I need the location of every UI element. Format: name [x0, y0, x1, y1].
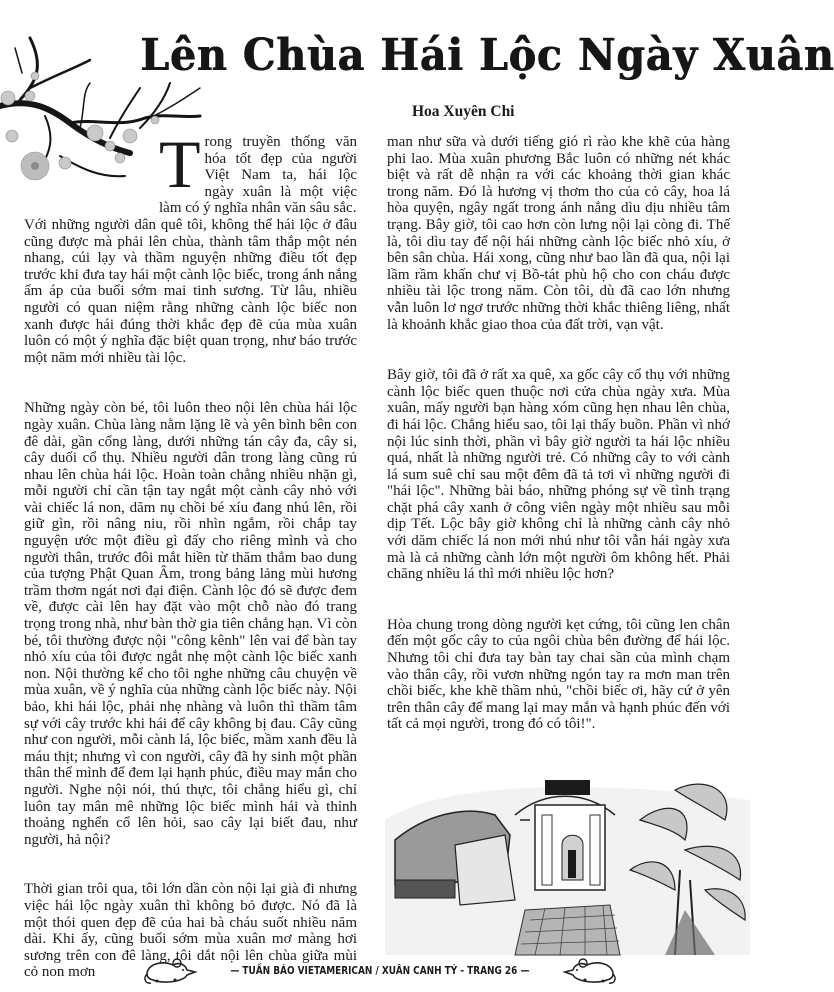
paragraph-growing-up: Thời gian trôi qua, tôi lớn dần còn nội lại già đi nhưng việc hái lộc ngày xuân thì không bỏ được. Nó đã là một thói quen đẹp đẽ của hai bà cháu suốt nhiều năm dài. Khi ấy, cũng buổi sớm mùa xuân mơ màng hơi sương trên con đê làng, tôi dắt nội lên chùa giữa mùi cỏ non mơn — [24, 881, 357, 981]
article-title: Lên Chùa Hái Lộc Ngày Xuân — [140, 30, 834, 81]
paragraph-spring-north: man như sữa và dưới tiếng gió rì rào khe khẽ của hàng phi lao. Mùa xuân phương Bắc luôn có những nét khác biệt và rất dễ nhận ra với các khoảng thời gian khác trong năm. Đó là hương vị thơm tho của cỏ cây, hoa lá hòa quyện, ngây ngất trong ánh nắng dìu dịu nhiều tâm trạng. Bây giờ, tôi cao hơn còn lưng nội lại còng đi. Thế là, tôi dìu tay để nội hái những cành lộc biếc nhỏ xíu, ở bên sân chùa. Hái xong, cũng như bao lần đã qua, nội lại lầm rầm khấn chư vị Bồ-tát phù hộ cho con cháu được nhiều tài lộc trong năm. Còn tôi, dù đã cao lớn nhưng vẫn luôn lơ ngơ trước những thời khắc thiêng liêng, nhất là khoảnh khắc giao thoa của đất trời, vạn vật. — [387, 134, 730, 333]
intro-block — [24, 126, 357, 217]
pagoda-illustration-image — [385, 760, 750, 955]
paragraph-now: Bây giờ, tôi đã ở rất xa quê, xa gốc cây cổ thụ với những cành lộc biếc quen thuộc nơi cửa chùa ngày xưa. Mùa xuân, mấy người bạn hàng xóm cũng hẹn nhau lên chùa, đi hái lộc. Chẳng hiểu sao, tôi lại thấy buồn. Phần vì nhớ nội lúc sinh thời, phần vì bây giờ người ta hái lộc nhiều quá, nhất là những người trẻ. Có những cây to với cành lá sum suê chỉ sau một đêm đã tả tơi vì những người đi "hái lộc". Những bài báo, những phóng sự về tình trạng chặt phá cây xanh ở công viên ngày một nhiều sau mỗi dịp Tết. Lộc bây giờ không chỉ là những cành cây nhỏ với dăm chiếc lá non mới nhú như tôi vẫn hái ngày xưa mà là cả những cành lớn một người ôm không hết. Phải chăng nhiều lá thì mới nhiều lộc hơn? — [387, 367, 730, 583]
drop-cap: T — [159, 126, 201, 202]
right-column — [387, 134, 730, 733]
left-column — [24, 126, 357, 981]
footer-publication-text: — TUẦN BÁO VIETAMERICAN / XUÂN CANH TÝ - TRANG 26 — — [230, 965, 530, 977]
mouse-icon — [143, 956, 198, 986]
article-author: Hoa Xuyên Chi — [412, 103, 515, 120]
mouse-icon — [562, 956, 617, 986]
intro-lead-text: rong truyền thống văn hóa tốt đẹp của người Việt Nam ta, hái lộc ngày xuân là một việc làm có ý nghĩa nhân văn sâu sắc. — [159, 134, 357, 217]
paragraph-childhood: Những ngày còn bé, tôi luôn theo nội lên chùa hái lộc ngày xuân. Chùa làng nằm lặng lẽ và yên bình bên con đê dài, gần cổng làng, dưới những tán cây đa, cây si, cây duối cổ thụ. Nhiều người dân trong làng cũng rủ nhau lên chùa hái lộc. Hoàn toàn chẳng nhiều nhặn gì, mỗi người chỉ cần tận tay ngắt một cành cây nhỏ với vài chiếc lá non, dăm nụ chồi bé xíu đang nhú lên, rồi giữ gìn, rồi nâng niu, rồi nhìn ngắm, rồi chắp tay nguyện ước một điều gì đấy cho riêng mình và cho người thân, trước đôi mắt hiền từ thăm thẳm bao dung của tượng Phật Quan Âm, trong bảng lảng mùi hương trầm thơm ngát nơi đại điện. Cành lộc đó sẽ được đem về, được cài lên hay đặt vào một chỗ nào đó trang trọng trong nhà, như bàn thờ gia tiên chẳng hạn. Vì còn bé, tôi thường được nội "công kênh" lên vai để bàn tay nhỏ xíu của tôi được ngắt nhẹ một cành lộc biếc xanh non. Nội thường kể cho tôi nghe những câu chuyện về mùa xuân, về ý nghĩa của những cành lộc biếc này. Nội bảo, khi hái lộc, phải nhẹ nhàng và luôn thì thầm tâm sự với cây trước khi hái để cây không bị đau. Cây cũng như con người, mỗi cành lá, lộc biếc, mầm xanh đều là máu thịt; nhưng vì con người, cây đã hy sinh một phần thân thể mình để đem lại hạnh phúc, điều may mắn cho người. Nghe nội nói, thú thực, tôi chẳng hiểu gì, chỉ luôn tay mân mê những lộc biếc mình hái và thỉnh thoảng nghển cổ lên hỏi, sao cây lại biết đau, như người, hả nội? — [24, 400, 357, 848]
page-footer — [180, 956, 580, 986]
intro-paragraph: Với những người dân quê tôi, không thể hái lộc ở đâu cũng được mà phải lên chùa, thành tâm thắp một nén nhang, cúi lạy và thầm nguyện những điều tốt đẹp trước khi đưa tay hái một cành lộc biếc, trong ánh nắng ấm áp của buổi sớm mai tinh sương. Từ lâu, nhiều người có quan niệm rằng những cành lộc biếc non xanh được hái đúng thời khắc đẹp đẽ của mùa xuân luôn có một ý nghĩa đặc biệt quan trọng, như báo trước một năm mới nhiều tài lộc. — [24, 216, 357, 366]
paragraph-closing: Hòa chung trong dòng người kẹt cứng, tôi cũng len chân đến một gốc cây to của ngôi chùa bên đường để hái lộc. Nhưng tôi chỉ đưa tay bàn tay chai sần của mình chạm vào thân cây, rồi vươn những ngón tay ra mơn man trên chồi biếc, khe khẽ thầm nhủ, "chồi biếc ơi, hãy cứ ở yên trên thân cây để mang lại may mắn và hạnh phúc đến với tất cả mọi người, trong đó có tôi!". — [387, 616, 730, 733]
